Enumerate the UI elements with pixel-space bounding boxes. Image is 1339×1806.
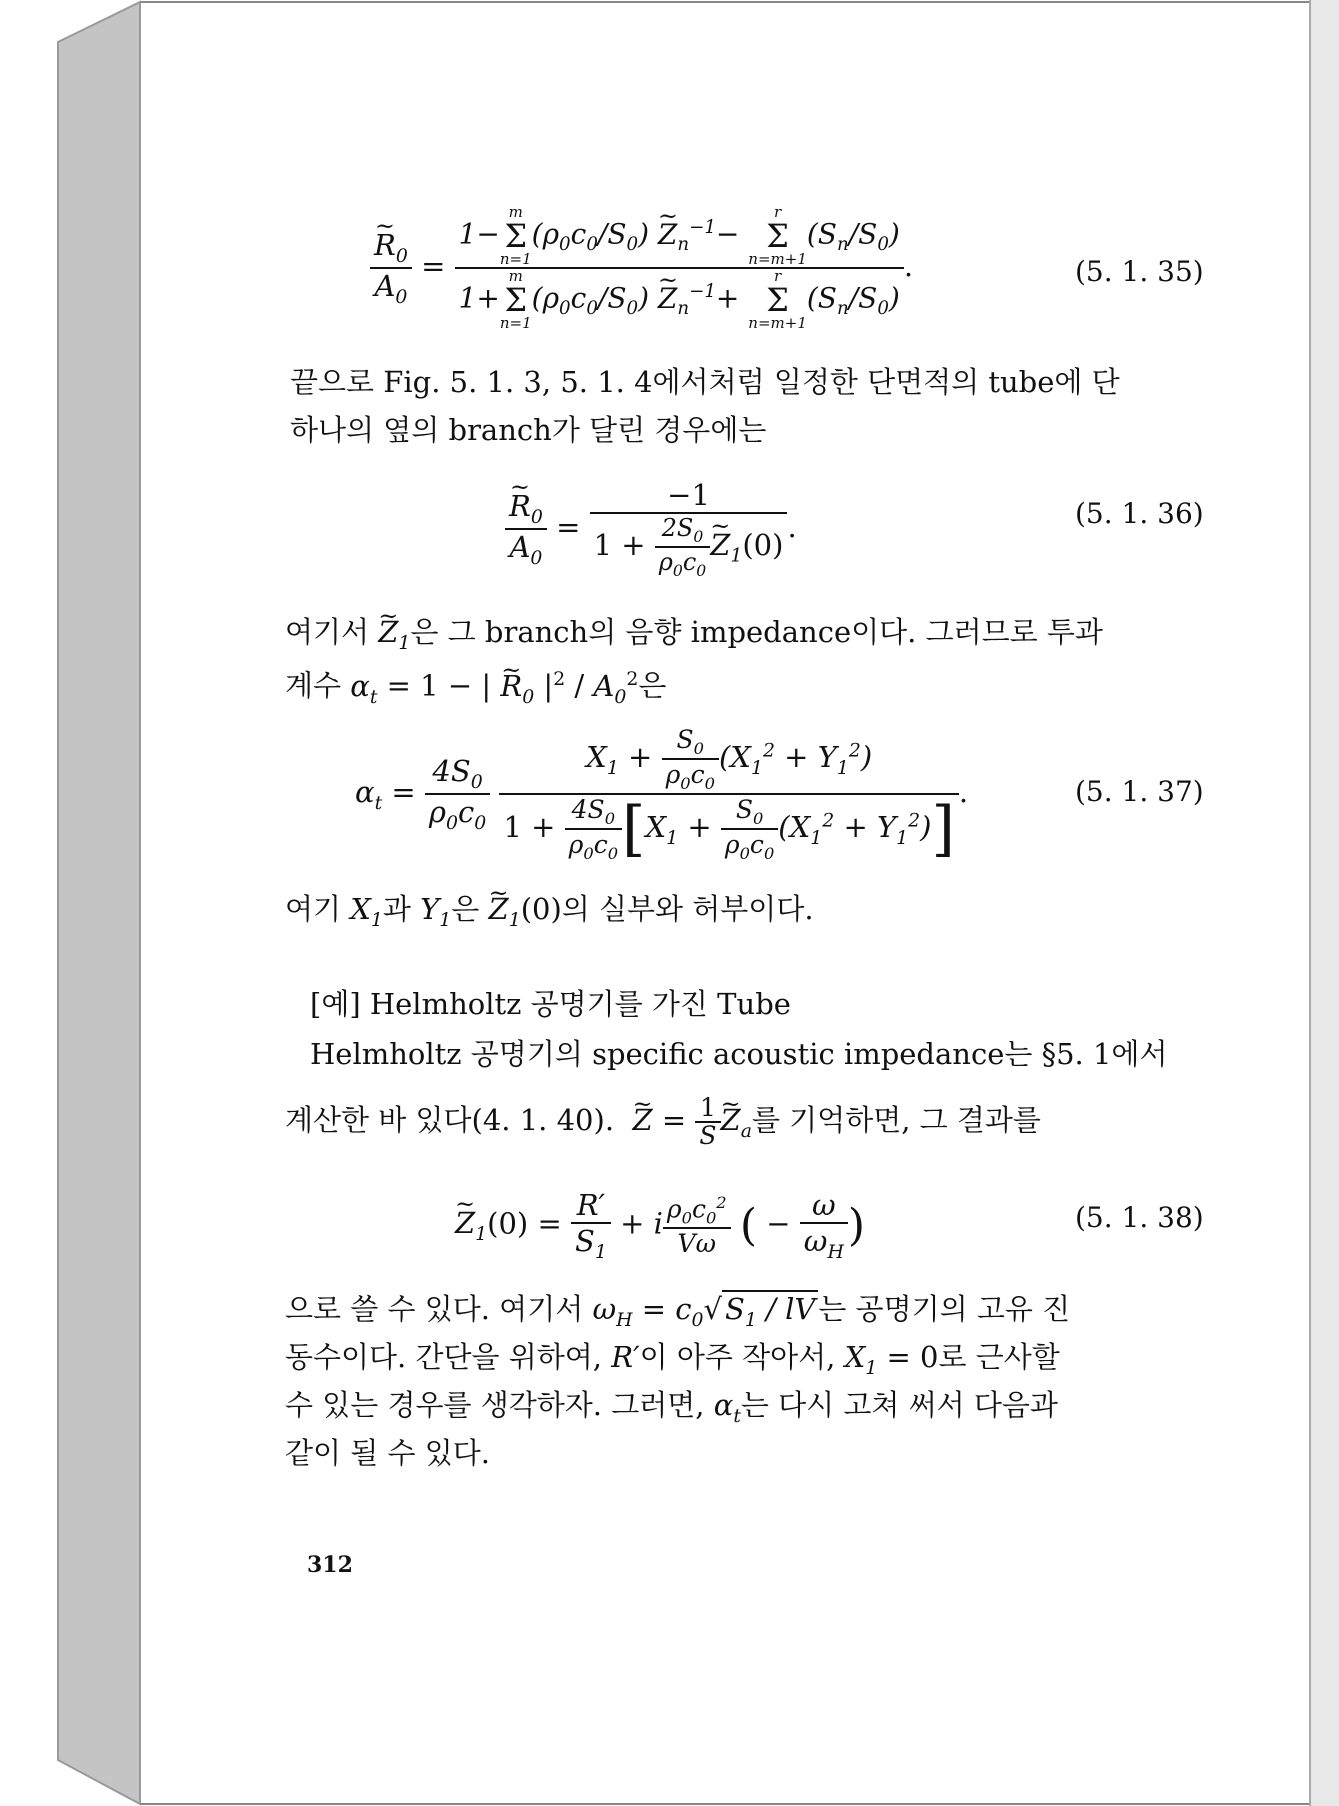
equation-5-1-37: $\alpha_t$ = $\frac{4S_0}{\rho_0c_0}$ $X_1$ + $\frac{S_0}{\rho_0c_0}$ $(X_1^2 + Y_1^2)$ 1 + $\frac{4S_0}{\rho_0c_0}$ [$X_1$ + $\frac{S_0}{\rho_0c_0}$ $(X_1^2 + Y_1^2)$] . bbox=[355, 725, 969, 864]
text-fragment: 으로 쓸 수 있다. 여기서 bbox=[285, 1292, 584, 1326]
example-heading: [예] Helmholtz 공명기를 가진 Tube bbox=[310, 987, 791, 1021]
text-fragment: 과 bbox=[382, 892, 411, 926]
equation-5-1-38: ~ $Z_1(0)$ = $\frac{R'}{S_1}$ + i $\frac{\rho_0c_0^2}{V\omega}$ ( − $\frac{\omega}{\omega_H}$ ) bbox=[455, 1188, 865, 1263]
text-fragment: 계산한 바 있다(4. 1. 40). bbox=[285, 1103, 615, 1137]
text-fragment: 로 근사할 bbox=[938, 1340, 1060, 1374]
text-fragment: 동수이다. 간단을 위하여, bbox=[285, 1340, 603, 1374]
paragraph-line: 계수 $\alpha_t = 1$ − | ~ $R_0$ $|^2 / A_0^2$은 bbox=[285, 656, 666, 721]
text-fragment: 수 있는 경우를 생각하자. 그러면, bbox=[285, 1388, 705, 1422]
page-number: 312 bbox=[307, 1552, 353, 1578]
text-fragment: 는 다시 고쳐 써서 다음과 bbox=[740, 1388, 1058, 1422]
paragraph-line: 동수이다. 간단을 위하여, R′이 아주 작아서, $X_1 = 0$로 근사할 bbox=[285, 1340, 1060, 1379]
equation-number: (5. 1. 38) bbox=[1075, 1201, 1204, 1234]
paragraph-line: 같이 될 수 있다. bbox=[285, 1436, 490, 1470]
text-fragment: 의 실부와 허부이다. bbox=[561, 892, 814, 926]
text-fragment: 은 bbox=[638, 668, 667, 703]
equation-number: (5. 1. 37) bbox=[1075, 775, 1204, 808]
text-fragment: 여기서 bbox=[285, 615, 370, 649]
paragraph-line: 끝으로 Fig. 5. 1. 3, 5. 1. 4에서처럼 일정한 단면적의 tube에 단 bbox=[290, 365, 1120, 399]
equation-5-1-35: ~ $\frac{R_0}{A_0}$ = 1− m Σ n=1 $(\rho_0c_0/S_0)$ ~ $Z_n^{-1}-$ r Σ n=m+1 $(S_n/S_0)$ 1+ m Σ n=1 $(\rho_0c_0/S_0)$ ~ $Z_n^{-1}+$ r Σ n=m+1 $(S_n/S_0)$ . bbox=[370, 205, 913, 331]
paragraph-line: 수 있는 경우를 생각하자. 그러면, $\alpha_t$는 다시 고쳐 써서 다음과 bbox=[285, 1388, 1058, 1427]
paragraph-line: 계산한 바 있다(4. 1. 40). ~ Z = $\frac{1}{S}$ ~ $Z_a$를 기억하면, 그 결과를 bbox=[285, 1092, 1041, 1160]
paragraph-line: Helmholtz 공명기의 specific acoustic impedance는 §5. 1에서 bbox=[310, 1037, 1168, 1071]
paragraph-line: 여기서 ~ $Z_1$은 그 branch의 음향 impedance이다. 그러므로 투과 bbox=[285, 608, 1103, 668]
equation-5-1-36: ~ $\frac{R_0}{A_0}$ = −1 1 + $\frac{2S_0}{\rho_0c_0}$ ~ $Z_1(0)$ . bbox=[505, 478, 797, 580]
text-fragment: 은 bbox=[451, 892, 480, 926]
book-page bbox=[140, 0, 1310, 1806]
text-fragment: 은 그 branch의 음향 impedance이다. 그러므로 투과 bbox=[410, 615, 1103, 649]
text-fragment: 여기 bbox=[285, 892, 342, 926]
text-fragment: 계수 bbox=[285, 668, 342, 703]
paragraph-line: 으로 쓸 수 있다. 여기서 $\omega_H = c_0√$ $S_1$ / lV 는 공명기의 고유 진 bbox=[285, 1292, 1071, 1331]
equation-number: (5. 1. 35) bbox=[1075, 255, 1204, 288]
text-fragment: 를 기억하면, 그 결과를 bbox=[751, 1103, 1041, 1137]
text-fragment: 이 아주 작아서, bbox=[639, 1340, 836, 1374]
paragraph-line: 여기 $X_1$과 $Y_1$은 ~ $Z_1(0)$의 실부와 허부이다. bbox=[285, 885, 814, 945]
paragraph-line: 하나의 옆의 branch가 달린 경우에는 bbox=[290, 413, 767, 447]
equation-number: (5. 1. 36) bbox=[1075, 497, 1204, 530]
text-fragment: 는 공명기의 고유 진 bbox=[818, 1292, 1071, 1326]
